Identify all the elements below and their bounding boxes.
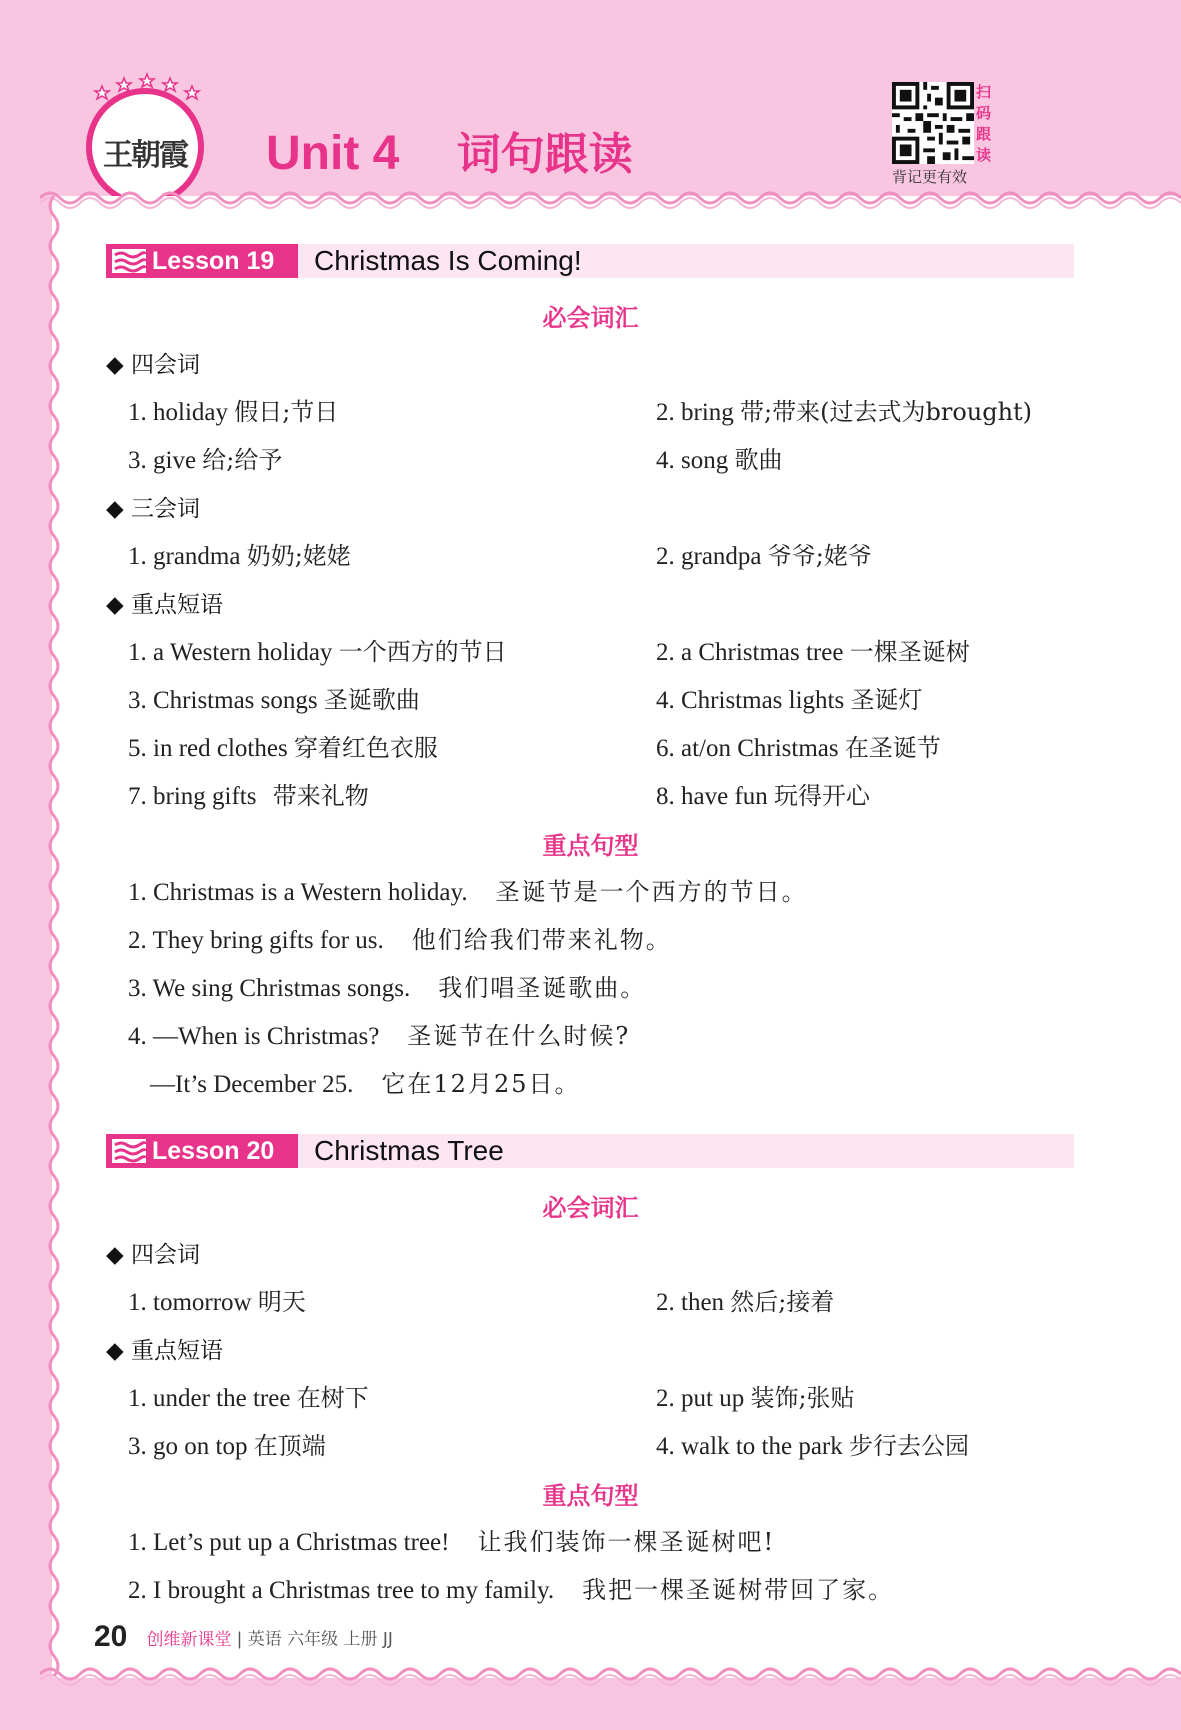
phrase-item: 5. in red clothes 穿着红色衣服 <box>128 734 438 762</box>
sentence-item: 1. Christmas is a Western holiday. 圣诞节是一个西方的节日。 <box>128 878 808 906</box>
wave-border-bottom <box>40 1666 1181 1690</box>
lesson-title: Christmas Is Coming! <box>314 245 582 276</box>
phrase-item: 2. put up 装饰;张贴 <box>656 1384 855 1412</box>
sentence-item: 1. Let’s put up a Christmas tree! 让我们装饰一棵圣诞树吧! <box>128 1528 776 1556</box>
sentence-item: 4. —When is Christmas? 圣诞节在什么时候? <box>128 1022 631 1050</box>
sentence-heading: 重点句型 <box>542 1482 639 1510</box>
unit-title <box>266 118 633 182</box>
lesson-tag <box>106 1134 298 1168</box>
group-heading: ◆ 四会词 <box>106 1242 200 1268</box>
sentence-item: 3. We sing Christmas songs. 我们唱圣诞歌曲。 <box>128 974 647 1002</box>
vocab-item: 2. then 然后;接着 <box>656 1288 835 1316</box>
page-header <box>0 0 1181 200</box>
phrase-item: 7. bring gifts 带来礼物 <box>128 782 369 810</box>
phrase-item: 3. go on top 在顶端 <box>128 1432 326 1460</box>
phrase-item: 3. Christmas songs 圣诞歌曲 <box>128 686 420 714</box>
sentence-item: —It’s December 25. 它在12月25日。 <box>150 1070 581 1098</box>
unit-subtitle: 词句跟读 <box>456 129 633 180</box>
group-heading: ◆ 重点短语 <box>106 1338 223 1364</box>
lesson-19-header <box>106 244 1074 278</box>
qr-side-text: 扫码跟读 <box>976 83 992 164</box>
vocab-heading: 必会词汇 <box>542 304 639 332</box>
group-heading: ◆ 重点短语 <box>106 592 223 618</box>
lesson-tag <box>106 244 298 278</box>
lesson-title: Christmas Tree <box>314 1135 504 1166</box>
qr-code-icon[interactable] <box>892 82 974 164</box>
vocab-item: 1. tomorrow 明天 <box>128 1288 306 1316</box>
phrase-item: 1. a Western holiday 一个西方的节日 <box>128 638 507 666</box>
vocab-item: 3. give 给;给予 <box>128 446 283 474</box>
footer-brand: 创维新课堂 <box>146 1629 232 1650</box>
phrase-item: 4. Christmas lights 圣诞灯 <box>656 686 923 714</box>
wave-border-left <box>44 196 64 1676</box>
phrase-item: 1. under the tree 在树下 <box>128 1384 369 1412</box>
vocab-item: 1. holiday 假日;节日 <box>128 398 339 426</box>
unit-number: Unit 4 <box>266 127 400 180</box>
group-heading: ◆ 四会词 <box>106 352 200 378</box>
logo-text: 王朝霞 <box>103 138 187 173</box>
sentence-heading: 重点句型 <box>542 832 639 860</box>
page-number: 20 <box>94 1620 128 1653</box>
vocab-item: 2. grandpa 爷爷;姥爷 <box>656 542 872 570</box>
wave-lines-icon <box>112 1139 146 1163</box>
lesson-tag-label: Lesson 19 <box>152 247 275 275</box>
phrase-item: 4. walk to the park 步行去公园 <box>656 1432 970 1460</box>
phrase-item: 6. at/on Christmas 在圣诞节 <box>656 734 941 762</box>
qr-caption: 背记更有效 <box>892 168 968 186</box>
vocab-item: 4. song 歌曲 <box>656 446 783 474</box>
wave-border-top <box>40 186 1181 210</box>
lesson-20-header <box>106 1134 1074 1168</box>
vocab-item: 1. grandma 奶奶;姥姥 <box>128 542 351 570</box>
lesson-tag-label: Lesson 20 <box>152 1137 275 1165</box>
vocab-item: 2. bring 带;带来(过去式为brought) <box>656 398 1033 426</box>
vocab-heading: 必会词汇 <box>542 1194 639 1222</box>
phrase-item: 8. have fun 玩得开心 <box>656 782 871 810</box>
sentence-item: 2. They bring gifts for us. 他们给我们带来礼物。 <box>128 926 672 954</box>
phrase-item: 2. a Christmas tree 一棵圣诞树 <box>656 638 970 666</box>
footer-info: | 英语 六年级 上册 JJ <box>236 1629 393 1650</box>
page-footer <box>94 1620 393 1654</box>
group-heading: ◆ 三会词 <box>106 496 200 522</box>
sentence-item: 2. I brought a Christmas tree to my family. 我把一棵圣诞树带回了家。 <box>128 1576 895 1604</box>
wave-lines-icon <box>112 249 146 273</box>
